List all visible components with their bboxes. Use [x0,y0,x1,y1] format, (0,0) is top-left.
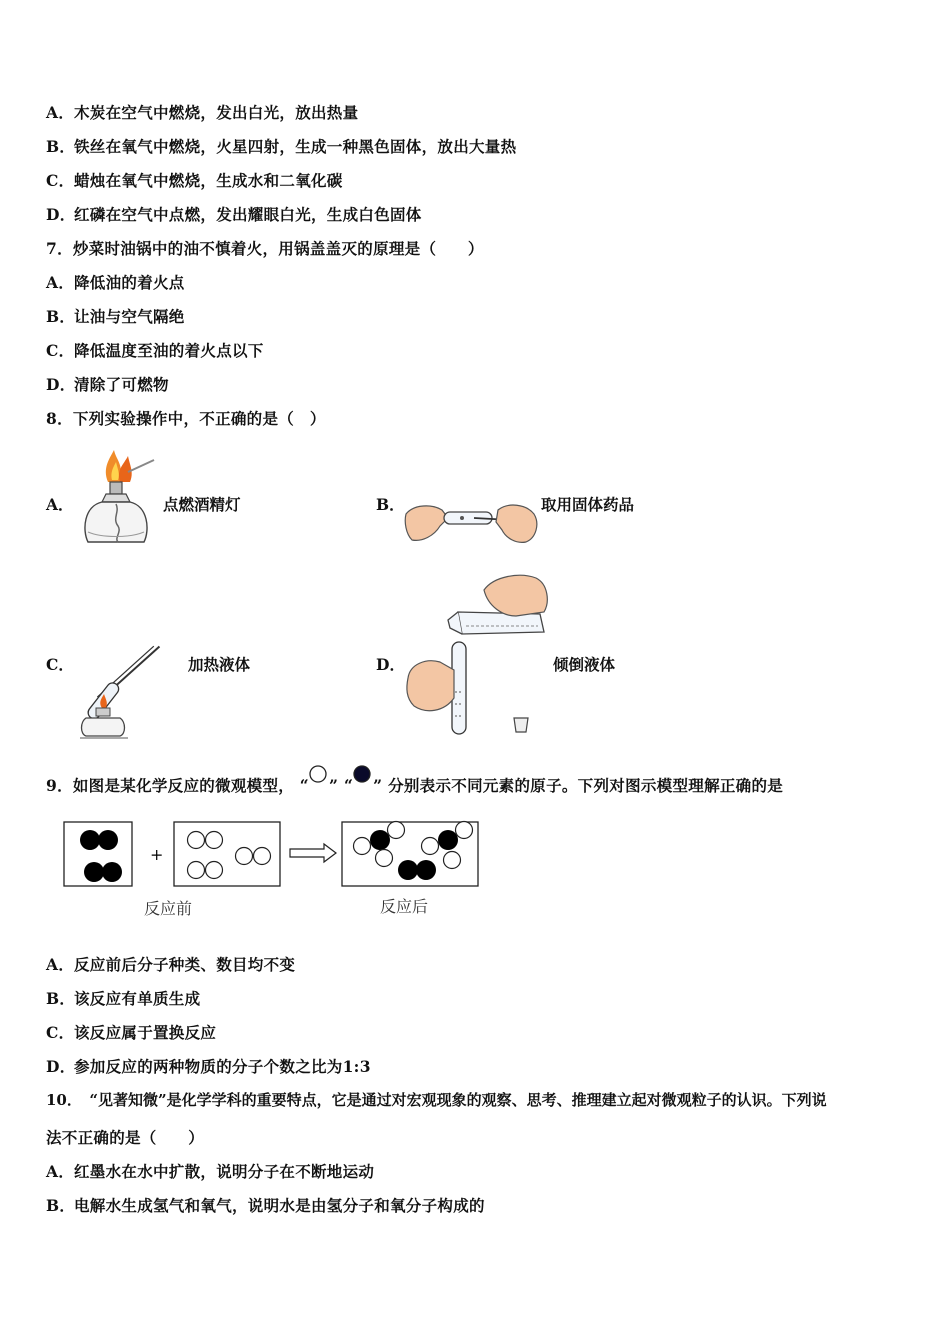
q6-option-c[interactable] [46,169,343,191]
option-letter: B． [46,307,76,326]
q10-stem-line2: 法不正确的是（ ） [46,1128,205,1147]
q9-option-d[interactable] [46,1055,371,1077]
close-quote: ” [373,776,383,795]
q8-option-a-text: 点燃酒精灯 [163,495,241,514]
holding-hand [407,661,454,711]
q10-option-a[interactable] [46,1160,374,1182]
option-letter: C． [46,171,75,190]
q8-stem: 8．下列实验操作中，不正确的是（ ） [46,409,326,428]
option-text: 降低油的着火点 [74,273,185,292]
q7-option-a[interactable] [46,271,185,293]
close-quote: ” [329,776,339,795]
q8-option-c-text: 加热液体 [188,655,251,674]
option-text: 反应前后分子种类、数目均不变 [74,955,296,974]
lamp-lighting-illustration [78,448,160,554]
reaction-arrow-icon [290,844,336,862]
q8-option-c-letter[interactable]: C． [46,655,74,674]
option-letter: D． [46,1057,76,1076]
option-letter: B． [46,1196,76,1215]
option-letter: C． [46,341,75,360]
option-text: 木炭在空气中燃烧，发出白光，放出热量 [74,103,359,122]
option-text: 蜡烛在氧气中燃烧，生成水和二氧化碳 [74,171,343,190]
pouring-liquid-illustration [404,572,552,738]
caption-before: 反应前 [144,899,193,918]
reaction-micro-model [60,818,484,892]
right-hand [496,505,537,542]
q10-option-b[interactable] [46,1194,485,1216]
option-text: 铁丝在氧气中燃烧，火星四射，生成一种黑色固体，放出大量热 [74,137,517,156]
option-text: 红磷在空气中点燃，发出耀眼白光，生成白色固体 [74,205,422,224]
option-text: 电解水生成氢气和氧气，说明水是由氢分子和氧分子构成的 [74,1196,485,1215]
heating-liquid-illustration [76,630,186,740]
q7-option-c[interactable] [46,339,264,361]
option-text: 该反应属于置换反应 [74,1023,217,1042]
option-letter: A． [46,103,75,122]
open-quote: “ [299,776,310,795]
q7-option-b[interactable] [46,305,185,327]
q7-stem: 7．炒菜时油锅中的油不慎着火，用锅盖盖灭的原理是（ ） [46,239,484,258]
option-text: 参加反应的两种物质的分子个数之比为1:3 [74,1057,371,1076]
q10-stem-line1: 10． “见著知微”是化学学科的重要特点，它是通过对宏观现象的观察、思考、推理建立起对微观粒子的认识。下列说 [46,1091,827,1109]
left-hand [405,506,448,540]
solid-reagent-illustration [404,496,540,548]
bottle-stopper [514,718,528,732]
q9-stem-part-a: 9．如图是某化学反应的微观模型， [46,776,295,795]
option-text: 该反应有单质生成 [74,989,201,1008]
q9-stem-part-b: 分别表示不同元素的原子。下列对图示模型理解正确的是 [388,776,784,795]
option-letter: A． [46,955,75,974]
q8-option-d-text: 倾倒液体 [553,655,616,674]
option-letter: B． [46,989,76,1008]
q8-option-a-letter[interactable]: A． [46,495,74,514]
option-letter: A． [46,273,75,292]
caption-after: 反应后 [380,897,429,916]
plus-sign: + [150,845,164,864]
pouring-hand [484,575,547,616]
q9-option-a[interactable] [46,953,295,975]
q8-option-b-text: 取用固体药品 [541,495,635,514]
q6-option-a[interactable] [46,101,358,123]
q7-option-d[interactable] [46,373,169,395]
option-text: 让油与空气隔绝 [74,307,185,326]
flame-right [119,456,132,482]
white-atom-icon [309,765,329,787]
alcohol-lamp [82,718,125,736]
q9-option-c[interactable] [46,1021,216,1043]
option-letter: A． [46,1162,75,1181]
q6-option-d[interactable] [46,203,422,225]
q9-stem [46,773,783,796]
option-text: 清除了可燃物 [74,375,169,394]
q8-option-b-letter[interactable]: B． [376,495,405,514]
q8-option-d-letter[interactable]: D． [376,655,405,674]
option-letter: D． [46,205,76,224]
reagent-bottle [458,612,544,634]
option-letter: B． [46,137,76,156]
option-text: 红墨水在水中扩散，说明分子在不断地运动 [74,1162,375,1181]
black-atom-icon [353,765,373,787]
option-letter: D． [46,375,76,394]
option-letter: C． [46,1023,75,1042]
open-quote: “ [343,776,354,795]
option-text: 降低温度至油的着火点以下 [74,341,264,360]
q9-option-b[interactable] [46,987,200,1009]
q6-option-b[interactable] [46,135,516,157]
